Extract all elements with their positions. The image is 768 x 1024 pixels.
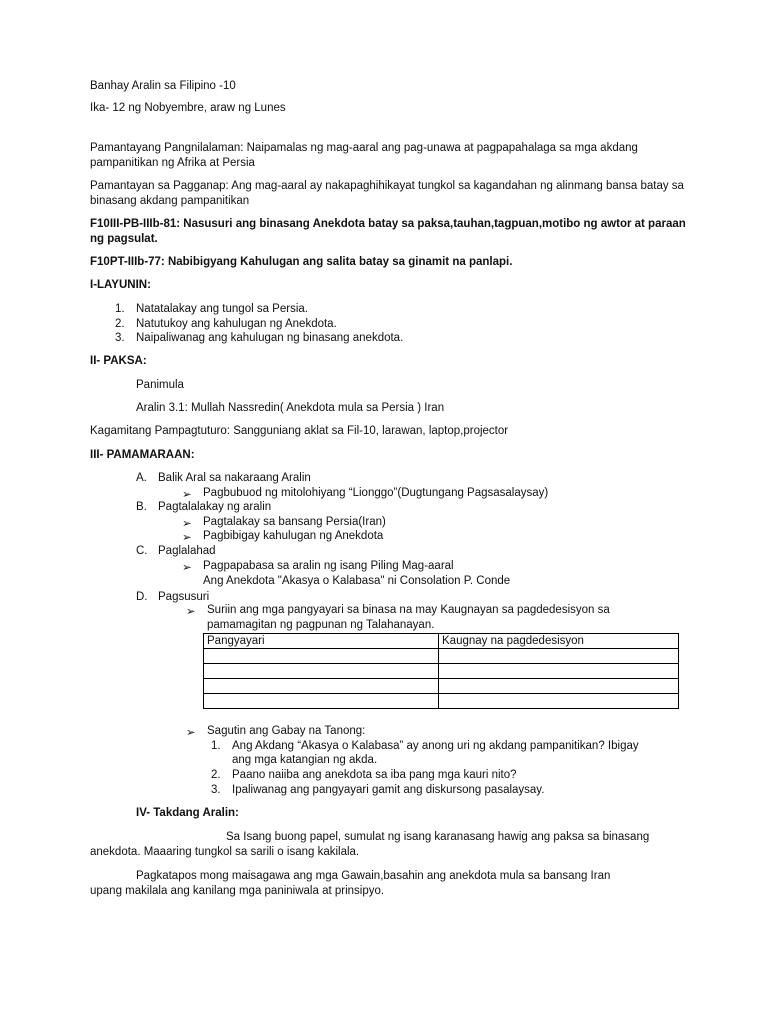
section-d-item-cont: pamamagitan ng pagpunan ng Talahanayan. <box>207 619 435 631</box>
arrow-bullet-icon: ➢ <box>186 727 196 739</box>
paksa-materials: Kagamitang Pampagtuturo: Sangguniang aklat sa Fil-10, larawan, laptop,projector <box>90 425 509 437</box>
table-header-cell: Kaugnay na pagdedesisyon <box>439 634 679 649</box>
takdang-aralin-p2-cont: upang makilala ang kanilang mga paniniwala at prinsipyo. <box>90 885 385 897</box>
list-item: Natutukoy ang kahulugan ng Anekdota. <box>136 318 337 330</box>
list-item-number: 2. <box>115 318 125 330</box>
table-cell[interactable] <box>204 664 439 679</box>
question-text: Paano naiiba ang anekdota sa iba pang mga kauri nito? <box>232 769 517 781</box>
section-letter: A. <box>136 472 147 484</box>
question-text-cont: ang mga katangian ng akda. <box>232 754 378 766</box>
document-date: Ika- 12 ng Nobyembre, araw ng Lunes <box>90 102 286 114</box>
paksa-intro: Panimula <box>136 379 184 391</box>
table-row <box>204 694 679 709</box>
section-letter: C. <box>136 545 148 557</box>
takdang-aralin-p2: Pagkatapos mong maisagawa ang mga Gawain,basahin ang anekdota mula sa bansang Iran <box>136 870 611 882</box>
section-a-title: Balik Aral sa nakaraang Aralin <box>158 472 311 484</box>
question-number: 3. <box>211 784 221 796</box>
section-a-item: Pagbubuod ng mitolohiyang “Lionggo”(Dugtungang Pagsasalaysay) <box>203 487 549 499</box>
content-standard: Pamantayang Pangnilalaman: Naipamalas ng mag-aaral ang pag-unawa at pagpapahalaga sa mga akdang pampanitikan ng Afrika at Persia <box>90 142 638 169</box>
section-letter: B. <box>136 501 147 513</box>
section-letter: D. <box>136 591 148 603</box>
table-cell[interactable] <box>439 649 679 664</box>
question-number: 1. <box>211 740 221 752</box>
takdang-aralin-p1-cont: anekdota. Maaaring tungkol sa sarili o isang kakilala. <box>90 846 360 858</box>
takdang-aralin-heading: IV- Takdang Aralin: <box>136 807 239 819</box>
arrow-bullet-icon: ➢ <box>182 518 192 530</box>
table-cell[interactable] <box>204 649 439 664</box>
table-cell[interactable] <box>439 694 679 709</box>
section-b-item: Pagtalakay sa bansang Persia(Iran) <box>203 516 386 528</box>
list-item-number: 1. <box>115 303 125 315</box>
table-cell[interactable] <box>439 664 679 679</box>
performance-standard: Pamantayan sa Pagganap: Ang mag-aaral ay nakapaghihikayat tungkol sa kagandahan ng alinmang bansa batay sa binasang akdang pampanitikan <box>90 180 684 207</box>
section-c-item-detail: Ang Anekdota "Akasya o Kalabasa" ni Consolation P. Conde <box>203 575 511 587</box>
layunin-heading: I-LAYUNIN: <box>90 279 151 291</box>
arrow-bullet-icon: ➢ <box>186 606 196 618</box>
table-header-cell: Pangyayari <box>204 634 439 649</box>
section-d-item: Suriin ang mga pangyayari sa binasa na may Kaugnayan sa pagdedesisyon sa <box>207 604 610 616</box>
arrow-bullet-icon: ➢ <box>182 489 192 501</box>
table-cell[interactable] <box>439 679 679 694</box>
section-c-title: Paglalahad <box>158 545 216 557</box>
arrow-bullet-icon: ➢ <box>182 562 192 574</box>
table-row <box>204 679 679 694</box>
question-text: Ang Akdang “Akasya o Kalabasa” ay anong uri ng akdang pampanitikan? Ibigay <box>232 740 639 752</box>
table-row <box>204 649 679 664</box>
section-b-title: Pagtalalakay ng aralin <box>158 501 272 513</box>
competency-1: F10III-PB-IIIb-81: Nasusuri ang binasang Anekdota batay sa paksa,tauhan,tagpuan,motibo ng awtor at paraan ng pagsulat. <box>90 218 686 245</box>
table-row <box>204 664 679 679</box>
question-text: Ipaliwanag ang pangyayari gamit ang diskursong pasalaysay. <box>232 784 545 796</box>
list-item-number: 3. <box>115 332 125 344</box>
table-cell[interactable] <box>204 679 439 694</box>
arrow-bullet-icon: ➢ <box>182 532 192 544</box>
list-item: Natatalakay ang tungol sa Persia. <box>136 303 308 315</box>
section-c-item: Pagpapabasa sa aralin ng isang Piling Mag-aaral <box>203 560 454 572</box>
table-header-row <box>204 634 679 649</box>
question-number: 2. <box>211 769 221 781</box>
document-title: Banhay Aralin sa Filipino -10 <box>90 80 236 92</box>
paksa-lesson: Aralin 3.1: Mullah Nassredin( Anekdota mula sa Persia ) Iran <box>136 402 445 414</box>
table-cell[interactable] <box>204 694 439 709</box>
pangyayari-table <box>203 633 679 709</box>
gabay-tanong-label: Sagutin ang Gabay na Tanong: <box>207 725 366 737</box>
section-d-title: Pagsusuri <box>158 591 210 603</box>
takdang-aralin-p1: Sa Isang buong papel, sumulat ng isang karanasang hawig ang paksa sa binasang <box>226 831 650 843</box>
pamamaraan-heading: III- PAMAMARAAN: <box>90 449 195 461</box>
paksa-heading: II- PAKSA: <box>90 355 147 367</box>
list-item: Naipaliwanag ang kahulugan ng binasang anekdota. <box>136 332 404 344</box>
section-b-item: Pagbibigay kahulugan ng Anekdota <box>203 530 384 542</box>
competency-2: F10PT-IIIb-77: Nabibigyang Kahulugan ang salita batay sa ginamit na panlapi. <box>90 256 513 268</box>
